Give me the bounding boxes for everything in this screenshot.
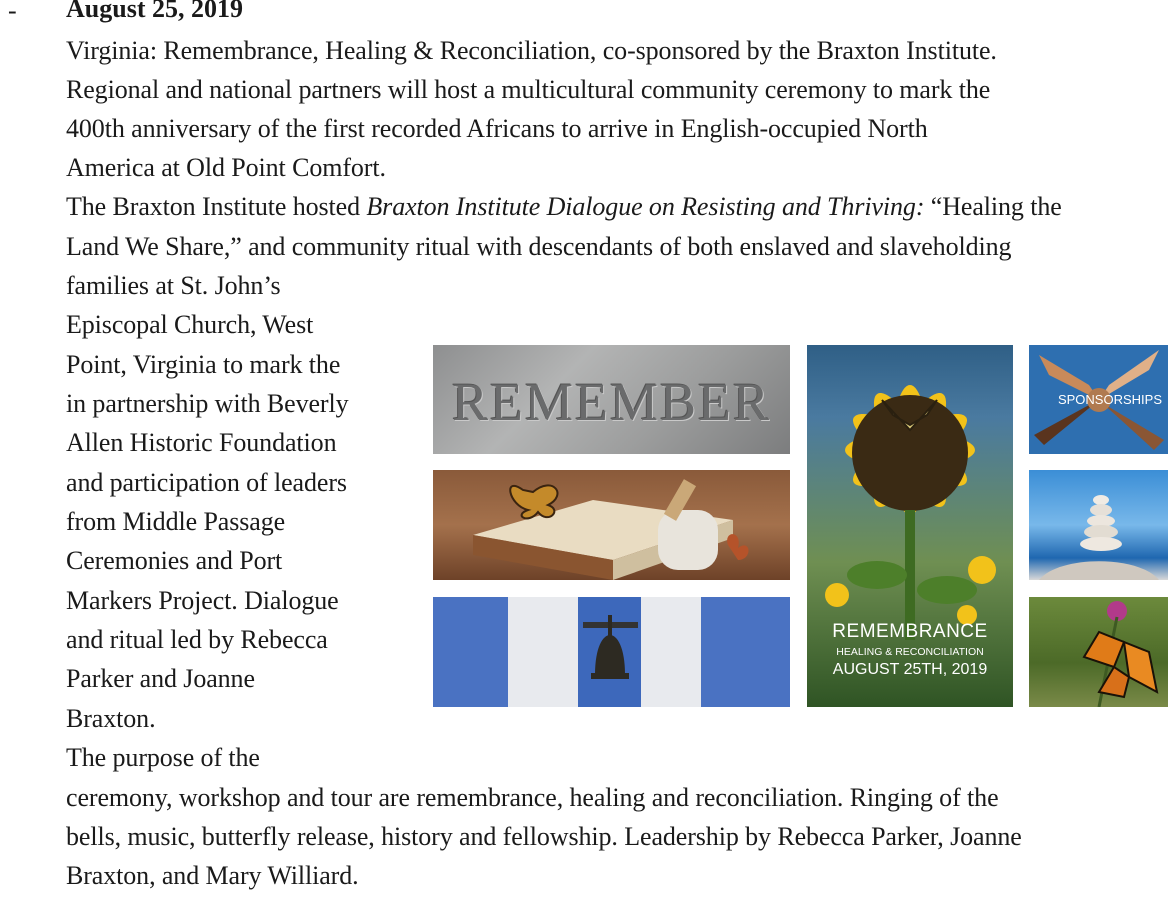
- paragraph-line: America at Old Point Comfort.: [66, 153, 386, 182]
- paragraph-line: from Middle Passage: [66, 507, 286, 536]
- paragraph-line: Episcopal Church, West: [66, 310, 314, 339]
- bell-illustration: [433, 597, 790, 707]
- remember-engraving: REMEMBER: [451, 372, 772, 432]
- paragraph-line: Allen Historic Foundation: [66, 428, 337, 457]
- paragraph-line: and ritual led by Rebecca: [66, 625, 328, 654]
- paragraph-line: Land We Share,” and community ritual with descendants of both enslaved and slaveholding: [66, 232, 1012, 261]
- stacked-stones-image: [1029, 470, 1168, 580]
- book-butterfly-image: [433, 470, 790, 580]
- paragraph-line: bells, music, butterfly release, history and fellowship. Leadership by Rebecca Parker, Joanne: [66, 822, 1022, 851]
- paragraph-line: Virginia: Remembrance, Healing & Reconciliation, co-sponsored by the Braxton Institute.: [66, 36, 997, 65]
- paragraph-line: [66, 192, 1062, 222]
- sponsorships-image[interactable]: [1029, 345, 1168, 454]
- event-date-heading: August 25, 2019: [66, 0, 243, 23]
- dialogue-title: Braxton Institute Dialogue on Resisting and Thriving:: [366, 192, 925, 221]
- stones-illustration: [1029, 470, 1168, 580]
- sponsorships-label[interactable]: SPONSORSHIPS: [1057, 392, 1162, 407]
- poster-subtitle: HEALING & RECONCILIATION: [836, 646, 984, 658]
- paragraph-line: Markers Project. Dialogue: [66, 586, 339, 615]
- book-illustration: [433, 470, 790, 580]
- bell-tower-image: [433, 597, 790, 707]
- paragraph-line: Parker and Joanne: [66, 664, 255, 693]
- monarch-illustration: [1029, 597, 1168, 707]
- monarch-butterfly-image: [1029, 597, 1168, 707]
- paragraph-line: Point, Virginia to mark the: [66, 350, 341, 379]
- paragraph-line: Braxton.: [66, 704, 156, 733]
- paragraph-line: Braxton, and Mary Williard.: [66, 861, 359, 890]
- paragraph-line: and participation of leaders: [66, 468, 347, 497]
- paragraph-line: families at St. John’s: [66, 271, 281, 300]
- sunflower-poster: [807, 345, 1013, 707]
- paragraph-line: The purpose of the: [66, 743, 260, 772]
- paragraph-line: ceremony, workshop and tour are remembrance, healing and reconciliation. Ringing of the: [66, 783, 999, 812]
- poster-title: REMEMBRANCE: [832, 621, 988, 642]
- paragraph-line: Regional and national partners will host a multicultural community ceremony to mark the: [66, 75, 991, 104]
- poster-date: AUGUST 25TH, 2019: [832, 661, 988, 678]
- remember-stone-image: [433, 345, 790, 454]
- line-text: “Healing the: [924, 192, 1062, 221]
- paragraph-line: in partnership with Beverly: [66, 389, 349, 418]
- paragraph-line: Ceremonies and Port: [66, 546, 283, 575]
- list-bullet: -: [8, 0, 17, 25]
- paragraph-line: 400th anniversary of the first recorded Africans to arrive in English-occupied North: [66, 114, 928, 143]
- line-text: The Braxton Institute hosted: [66, 192, 367, 221]
